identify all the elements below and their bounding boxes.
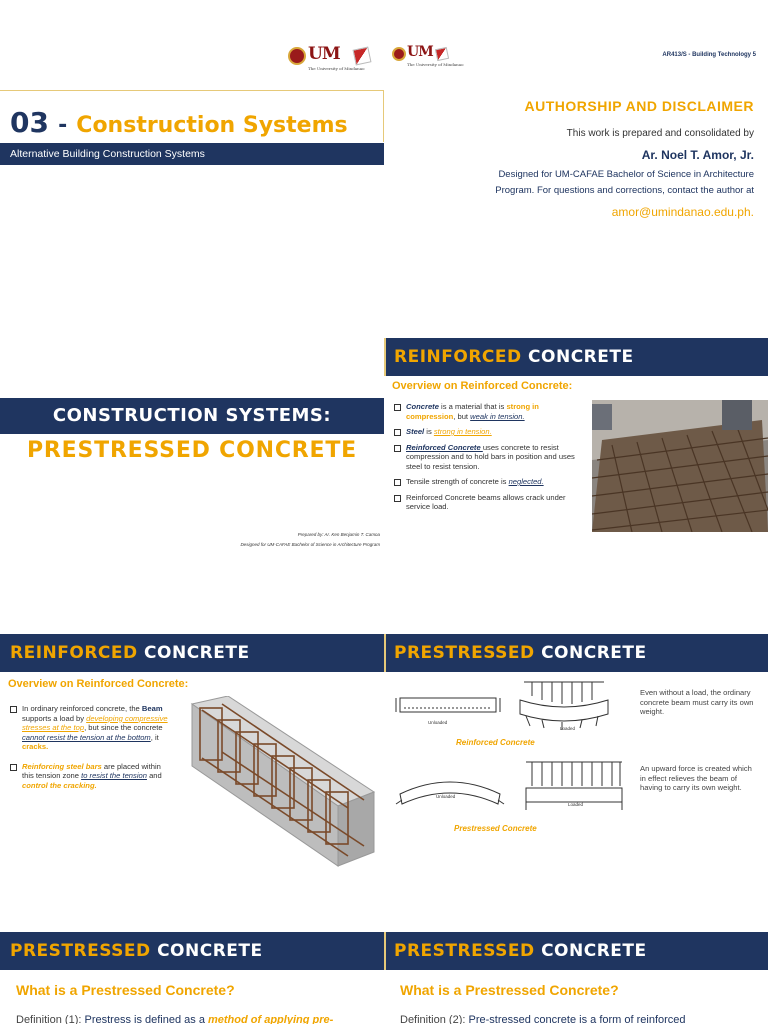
title-white: CONCRETE <box>144 643 250 663</box>
title-gold: PRESTRESSED <box>394 643 535 663</box>
slide-2 <box>0 330 384 575</box>
flag-icon <box>435 47 449 61</box>
prepared-by: Prepared by: Ar. Ken Benjamin T. Camoa <box>297 532 380 537</box>
caption-prestressed: Prestressed Concrete <box>454 824 537 833</box>
list-item: Reinforced Concrete beams allows crack under service load. <box>394 493 590 512</box>
logo-subtext: The University of Mindanao <box>308 66 365 71</box>
definition-1: Definition (1): Prestress is defined as a method of applying pre- <box>16 1014 334 1024</box>
reinforced-beam-diagram <box>394 680 634 736</box>
list-item: Reinforced Concrete uses concrete to resist compression and to hold bars in position and uses steel to resist tension. <box>394 443 590 472</box>
flag-icon <box>353 47 372 66</box>
rebar-photo <box>592 400 768 532</box>
list-item: Tensile strength of concrete is neglected. <box>394 477 590 487</box>
slide-title <box>10 941 263 961</box>
overview-heading: Overview on Reinforced Concrete: <box>392 380 573 392</box>
title-white: CONCRETE <box>528 347 634 367</box>
definition-2: Definition (2): Pre-stressed concrete is a form of reinforced <box>400 1014 686 1024</box>
section-bar <box>0 398 384 434</box>
title-gold: PRESTRESSED <box>10 941 151 961</box>
slide-4 <box>0 630 384 875</box>
label-unloaded: Unloaded <box>436 794 456 799</box>
title-gold: REINFORCED <box>10 643 138 663</box>
authorship-heading: AUTHORSHIP AND DISCLAIMER <box>524 98 754 114</box>
question-heading: What is a Prestressed Concrete? <box>16 982 235 998</box>
slide-1 <box>0 0 768 300</box>
overview-list <box>394 402 590 518</box>
label-unloaded: Unloaded <box>428 720 448 725</box>
logo-text: UM <box>407 44 433 60</box>
slide-title <box>394 643 647 663</box>
subtitle: Alternative Building Construction Systems <box>10 148 205 160</box>
section-heading: CONSTRUCTION SYSTEMS: <box>52 405 332 426</box>
slide-title <box>394 941 647 961</box>
lesson-name: Construction Systems <box>76 113 348 138</box>
lesson-title <box>10 106 348 139</box>
section-title: PRESTRESSED CONCRETE <box>27 438 357 463</box>
title-gold: PRESTRESSED <box>394 941 535 961</box>
slide-3 <box>384 330 768 575</box>
slide-6 <box>0 928 384 1024</box>
prepared-line: This work is prepared and consolidated by <box>566 128 754 139</box>
list-item: Steel is strong in tension. <box>394 427 590 437</box>
course-code: AR413/S - Building Technology 5 <box>662 52 756 58</box>
note-reinforced: Even without a load, the ordinary concrete beam must carry its own weight. <box>640 688 754 716</box>
slide-5 <box>384 630 768 875</box>
designed-for: Designed for UM-CAFAE Bachelor of Science in Architecture Program <box>240 542 380 547</box>
slide-title <box>10 643 250 663</box>
title-dash: - <box>58 113 68 138</box>
title-white: CONCRETE <box>541 941 647 961</box>
label-loaded: Loaded <box>568 802 584 807</box>
designed-line-1: Designed for UM-CAFAE Bachelor of Science in Architecture <box>498 169 754 180</box>
caption-reinforced: Reinforced Concrete <box>456 738 535 747</box>
title-white: CONCRETE <box>157 941 263 961</box>
list-item: In ordinary reinforced concrete, the Beam supports a load by developing compressive stresses at the top, but since the concrete cannot resist the tension at the bottom, it cracks. <box>10 704 174 752</box>
slide-7 <box>384 928 768 1024</box>
logo-subtext: The University of Mindanao <box>407 62 464 67</box>
list-item: Reinforcing steel bars are placed within this tension zone to resist the tension and control the cracking. <box>10 762 174 791</box>
author-name: Ar. Noel T. Amor, Jr. <box>641 148 754 162</box>
subtitle-bar <box>0 143 384 165</box>
author-email[interactable]: amor@umindanao.edu.ph. <box>611 205 754 219</box>
question-heading: What is a Prestressed Concrete? <box>400 982 619 998</box>
beam-rebar-illustration <box>188 696 378 868</box>
title-gold: REINFORCED <box>394 347 522 367</box>
overview-list <box>10 704 174 796</box>
um-logo-left <box>288 44 365 74</box>
logo-text: UM <box>308 44 340 64</box>
overview-heading: Overview on Reinforced Concrete: <box>8 678 189 690</box>
seal-icon <box>392 47 406 61</box>
slide-title <box>394 347 634 367</box>
note-prestressed: An upward force is created which in effect relieves the beam of having to carry its own weight. <box>640 764 752 792</box>
list-item: Concrete is a material that is strong in compression, but weak in tension. <box>394 402 590 421</box>
label-loaded: Loaded <box>560 726 576 731</box>
seal-icon <box>288 47 306 65</box>
title-white: CONCRETE <box>541 643 647 663</box>
lesson-number: 03 <box>10 106 49 139</box>
designed-line-2: Program. For questions and corrections, contact the author at <box>495 185 754 196</box>
prestressed-beam-diagram <box>394 760 634 824</box>
